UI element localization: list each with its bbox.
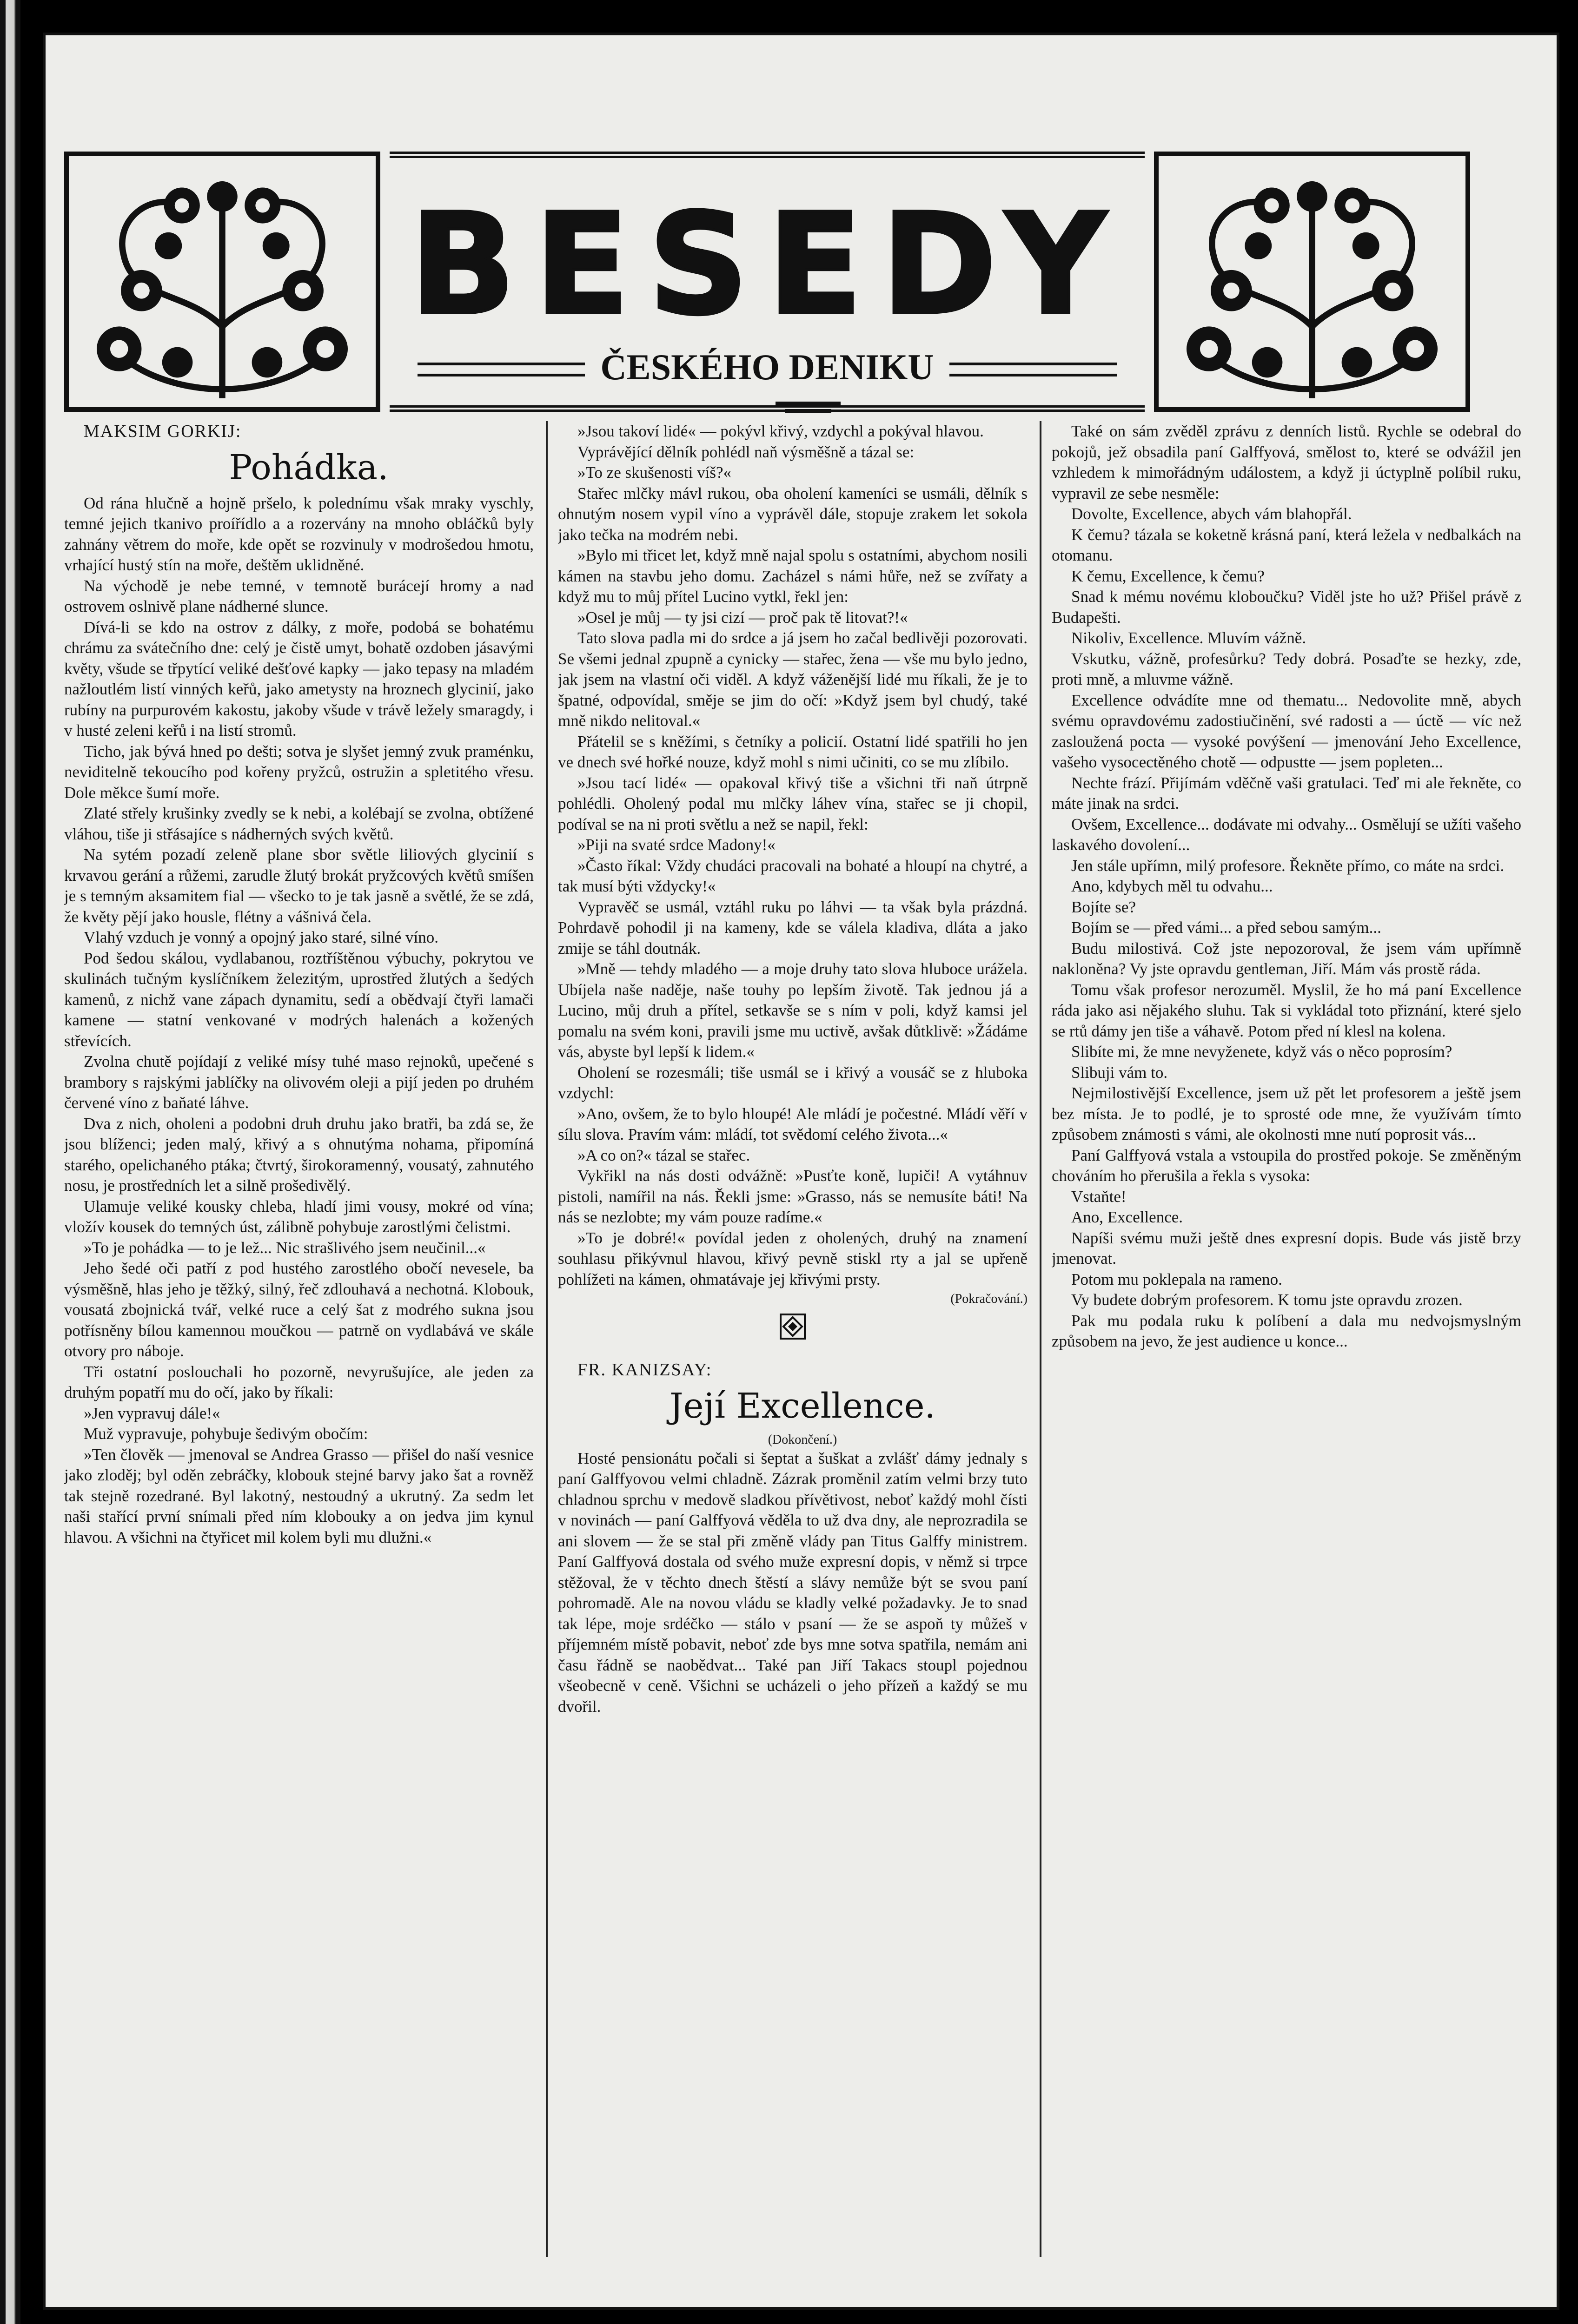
story2-paragraph: Pak mu podala ruku k políbení a dala mu nedvojsmyslným způsobem na jevo, že jest audience u konce... bbox=[1052, 1311, 1521, 1350]
story2-paragraph: Hosté pensionátu počali si šeptat a šuškat a zvlášť dámy jednaly s paní Galffyovou velmi chladně. Zázrak proměnil zatím velmi brzy tuto chladnou sprchu v medově sladkou přívětivost, neboť každý mohl čísti v novinách — paní Galffyová věděla to už dva dny, ale neprozradila se ani slovem — že se stal při změně vlády pan Titus Galffy ministrem. Paní Galffyová dostala od svého muže expresní dopis, v němž si trpce stěžoval, že v těchto dnech štěstí a slávy nemůže být se svou paní pohromadě. Ale na novou vládu se kladly velké požadavky. Je to snad tak lépe, moje srdéčko — stálo v psaní — že se aspoň ty můžeš v příjemném místě pobavit, neboť zde bys mne sotva spatřila, nemám ani času řádně se naobědvat... Také pan Jiří Takacs stoupl pojednou všeobecně v ceně. Všichni se ucházeli o jeho přízeň a každý se mu dvořil. bbox=[558, 1449, 1028, 1716]
subtitle-rule-right bbox=[949, 363, 1117, 376]
story1-paragraph: Ulamuje veliké kousky chleba, hladí jimi vousy, mokré od vína; vložív kousek do temných úst, zálibně pohybuje zarostlými čelistmi. bbox=[64, 1197, 534, 1236]
story2-title: Její Excellence. bbox=[669, 1386, 936, 1426]
story1-paragraph: Na sytém pozadí zeleně plane sbor světle liliových glycinií s krvavou gerání a růžemi, zarudle žlutý brokát pryžcových květů smíšen je s temným aksamitem fial — všecko to je tak jasně a světlé, že se zdá, že květy pějí jako housle, flétny a vášnivá čela. bbox=[64, 845, 534, 926]
publication-title: BESEDY bbox=[409, 184, 1125, 346]
story1-paragraph: Tři ostatní poslouchali ho pozorně, nevyrušujíce, ale jeden za druhým popatří mu do očí, jako by říkali: bbox=[64, 1362, 534, 1401]
story1-paragraph: Zvolna chutě pojídají z veliké mísy tuhé maso rejnoků, upečené s brambory s rajskými jablíčky na olivovém oleji a pijí jeden po druhém červené víno z baňaté láhve. bbox=[64, 1052, 534, 1112]
story1-paragraph: Stařec mlčky mávl rukou, oba oholení kameníci se usmáli, dělník s ohnutým nosem vypil víno a vyprávěl dále, stopuje zrakem let sokola jako tečka na modrém nebi. bbox=[558, 484, 1028, 544]
story2-subnote: (Dokončení.) bbox=[768, 1432, 837, 1447]
story2-paragraph: Potom mu poklepala na rameno. bbox=[1071, 1270, 1282, 1288]
story1-paragraph: »To je pohádka — to je lež... Nic strašlivého jsem neučinil...« bbox=[84, 1238, 486, 1257]
story2-paragraph: Bojíte se? bbox=[1071, 898, 1136, 916]
story1-paragraph: »Často říkal: Vždy chudáci pracovali na bohaté a hloupí na chytré, a tak musí býti vždycky!« bbox=[558, 856, 1028, 895]
column-3 bbox=[1052, 421, 1521, 2257]
story1-paragraph: Přátelil se s kněžími, s četníky a policií. Ostatní lidé spatřili ho jen ve dnech své hořké nouze, když mohl s nimi učiniti, co se mu zlíbilo. bbox=[558, 732, 1028, 771]
story1-paragraph: Dva z nich, oholeni a podobni druh druhu jako bratři, ba zdá se, že jsou blíženci; jeden malý, křivý a s ohnutýma nohama, připomíná starého, opelichaného ptáka; čtvrtý, širokoramenný, vousatý, zahnutého nosu, je prostředních let a silně prošedivělý. bbox=[64, 1114, 534, 1195]
story1-paragraph: Vlahý vzduch je vonný a opojný jako staré, silné víno. bbox=[84, 928, 439, 946]
story1-paragraph: Vypravěč se usmál, vztáhl ruku po láhvi — ta však byla prázdná. Pohrdavě pohodil ji na kameny, kde se válela kladiva, dláta a jako zmije se táhl doutnák. bbox=[558, 898, 1028, 957]
story2-paragraph: Vy budete dobrým profesorem. K tomu jste opravdu zrozen. bbox=[1071, 1291, 1463, 1309]
story1-paragraph: »Bylo mi třicet let, když mně najal spolu s ostatními, abychom nosili kámen na stavbu jeho domu. Zacházel s námi hůře, než se zvířaty a když mu to můj přítel Lucino vytkl, řekl jen: bbox=[558, 546, 1028, 606]
story1-paragraph: Vyprávějící dělník pohlédl naň výsměšně a tázal se: bbox=[577, 442, 915, 461]
column-rule-2 bbox=[1040, 421, 1041, 2257]
story2-paragraph: Nikoliv, Excellence. Mluvím vážně. bbox=[1071, 629, 1306, 647]
story1-paragraph: Jeho šedé oči patří z pod hustého zarostlého obočí nevesele, ba výsměšně, hlas jeho je těžký, silný, řeč zdlouhavá a nechotná. Klobouk, vousatá zbojnická tvář, velké ruce a celý šat z modrého sukna jsou potřísněny bílou kamennou moučkou — patrně on vydlabává ve skále otvory pro náboje. bbox=[64, 1259, 534, 1360]
divider-ornament-icon bbox=[771, 393, 845, 421]
diamond-ornament-icon bbox=[779, 1313, 806, 1340]
story2-paragraph: Jen stále upřímn, milý profesore. Řekněte přímo, co máte na srdci. bbox=[1071, 856, 1505, 875]
story1-paragraph: Oholení se rozesmáli; tiše usmál se i křivý a vousáč se z hluboka vzdychl: bbox=[558, 1063, 1028, 1102]
story1-paragraph: »Jsou takoví lidé« — pokývl křivý, vzdychl a pokýval hlavou. bbox=[577, 422, 984, 440]
story1-paragraph: Dívá-li se kdo na ostrov z dálky, z moře, podobá se bohatému chrámu za svátečního dne: celý je čistě umyt, bohatě ozdoben jásavými květy, všude se třpytící veliké dešťové kapky — jako tepasy na mladém nažloutlém listí vinných keřů, jako ametysty na hroznech glycinií, jako rubíny na purpurovém kakostu, jakoby všude v trávě ležely smaragdy, i v husté zeleni keřů i na listí stromů. bbox=[64, 618, 534, 739]
story1-paragraph: »To je dobré!« povídal jeden z oholených, druhý na znamení souhlasu přikývnul hlavou, křivý pevně stiskl rty a jal se upřeně pohlížeti na kámen, ohmatávaje jej křivými prsty. bbox=[558, 1228, 1028, 1288]
story1-paragraph: Vykřikl na nás dosti odvážně: »Pusťte koně, lupiči! A vytáhnuv pistoli, namířil na nás. Řekli jsme: »Grasso, nás se nemusíte báti! Na nás se nezlobte; my vám pouze radíme.« bbox=[558, 1167, 1028, 1226]
story2-author: FR. KANIZSAY: bbox=[577, 1360, 712, 1380]
story2-paragraph: Slibuji vám to. bbox=[1071, 1063, 1168, 1082]
subtitle-rule-left bbox=[418, 363, 585, 376]
story1-paragraph: »Ten člověk — jmenoval se Andrea Grasso — přišel do naší vesnice jako zloděj; byl oděn zebráčky, klobouk stejné barvy jako šat a rovněž tak stejně rozedrané. Byl lakotný, nestoudný a ukrutný. Za sedm let naši stařící první snímali před ním klobouky a on jedva jim kynul hlavou. A všichni na čtyřicet mil kolem byli mu dlužni.« bbox=[64, 1445, 534, 1546]
story1-paragraph: Od rána hlučně a hojně pršelo, k polednímu však mraky vyschly, temné jejich tkanivo proířídlo a a rozervány na mnoho obláčků byly zahnány větrem do moře, kde opět se rozvinuly v modrošedou hmotu, vrhající hustý stín na moře, deštěm uklidněné. bbox=[64, 494, 534, 574]
column-2 bbox=[558, 421, 1028, 2257]
story2-paragraph: Ovšem, Excellence... dodávate mi odvahy... Osmělují se užíti vašeho laskavého dovolení... bbox=[1052, 815, 1521, 854]
story2-paragraph: Také on sám zvěděl zprávu z denních listů. Rychle se odebral do pokojů, jež obsadila paní Galffyová, smělost to, které se odvážil jen vzhledem k mimořádným událostem, a když ji úctyplně políbil ruku, vypravil ze sebe nesměle: bbox=[1052, 422, 1521, 502]
story1-paragraph: »Jsou tací lidé« — opakoval křivý tiše a všichni tři naň útrpně pohlédli. Oholený podal mu mlčky láhev vína, stařec se ji chopil, podíval se na ni proti světlu a než se napil, řekl: bbox=[558, 773, 1028, 833]
story1-paragraph: Tato slova padla mi do srdce a já jsem ho začal bedlivěji pozorovati. Se všemi jednal zpupně a cynicky — stařec, žena — vše mu bylo jedno, jak jsem na vlastní oči viděl. A když váženější lidé mu říkali, že je to špatné, odpovídal, směje se jim do očí: »Když jsem byl chudý, také mně nikdo nelitoval.« bbox=[558, 629, 1028, 730]
story2-paragraph: Ano, kdybych měl tu odvahu... bbox=[1071, 877, 1273, 895]
story1-paragraph: »A co on?« tázal se stařec. bbox=[577, 1146, 750, 1164]
story1-paragraph: »Jen vypravuj dále!« bbox=[84, 1404, 220, 1422]
story2-paragraph: Slibíte mi, že mne nevyženete, když vás o něco poprosím? bbox=[1071, 1043, 1452, 1061]
masthead-title-box bbox=[390, 152, 1145, 412]
article-columns bbox=[64, 421, 1533, 2257]
story1-paragraph: »Osel je můj — ty jsi cizí — proč pak tě litovat?!« bbox=[577, 608, 908, 627]
publication-subtitle: ČESKÉHO DENIKU bbox=[600, 347, 934, 387]
story2-paragraph: Nechte frází. Přijímám vděčně vaši gratulaci. Teď mi ale řekněte, co máte jinak na srdci. bbox=[1052, 773, 1521, 812]
subtitle-row bbox=[418, 344, 1117, 386]
masthead-divider-ornament bbox=[771, 393, 845, 421]
story2-paragraph: Paní Galffyová vstala a vstoupila do prostřed pokoje. Se změněným chováním ho přerušila a řekla s vysoka: bbox=[1052, 1146, 1521, 1185]
story1-title: Pohádka. bbox=[229, 447, 389, 488]
story1-paragraph: »Mně — tehdy mladého — a moje druhy tato slova hluboce urážela. Ubíjela naše naděje, naše touhy po lepším životě. Tak jednou já a Lucino, můj druh a přítel, setkavše se s ním v poli, když kamsi jel pomalu na svém koni, pravili jsme mu uctivě, avšak důtklivě: »Žádáme vás, abyste byl lepší k lidem.« bbox=[558, 960, 1028, 1061]
adjacent-page-edge bbox=[0, 0, 20, 2324]
story1-author: MAKSIM GORKIJ: bbox=[84, 422, 242, 441]
story1-paragraph: Muž vypravuje, pohybuje šedivým obočím: bbox=[84, 1425, 368, 1443]
story1-paragraph: »Piji na svaté srdce Madony!« bbox=[577, 836, 776, 854]
story2-paragraph: Budu milostivá. Což jste nepozoroval, že jsem vám upřímně nakloněna? Vy jste opravdu gentleman, Jiří. Mám vás prostě ráda. bbox=[1052, 939, 1521, 978]
masthead-ornament-right bbox=[1154, 152, 1470, 412]
story2-paragraph: Snad k mému novému kloboučku? Viděl jste ho už? Přišel právě z Budapešti. bbox=[1052, 588, 1521, 627]
story2-paragraph: Bojím se — před vámi... a před sebou samým... bbox=[1071, 918, 1381, 937]
story2-paragraph: Excellence odvádíte mne od thematu... Nedovolite mně, abych svému opravdovému zadostiučinění, své radosti a — úctě — víc než zasloužená pocta — vysoké povýšení — jmenování Jeho Excellence, vašeho vysocectěného chotě — odpustte — jsem popleten... bbox=[1052, 691, 1521, 771]
story2-paragraph: Napíši svému muži ještě dnes expresní dopis. Bude vás jistě brzy jmenovat. bbox=[1052, 1228, 1521, 1268]
story1-continued-note: (Pokračování.) bbox=[950, 1292, 1028, 1306]
story2-paragraph: Vstaňte! bbox=[1071, 1187, 1127, 1206]
masthead bbox=[64, 152, 1470, 412]
story2-paragraph: K čemu? tázala se koketně krásná paní, která ležela v nedbalkách na otomanu. bbox=[1052, 525, 1521, 564]
story-separator bbox=[558, 1313, 1028, 1341]
newspaper-page bbox=[43, 33, 1559, 2310]
floral-ornament-icon bbox=[1159, 156, 1465, 407]
story2-paragraph: Ano, Excellence. bbox=[1071, 1208, 1183, 1226]
floral-ornament-icon bbox=[69, 156, 376, 407]
story1-paragraph: Ticho, jak bývá hned po dešti; sotva je slyšet jemný zvuk praménku, neviditelně tekoucího pod kořeny pryžců, ostružin a spletitého vřesu. Dole měkce šumí moře. bbox=[64, 742, 534, 802]
column-rule-1 bbox=[546, 421, 548, 2257]
column-1 bbox=[64, 421, 534, 2257]
story1-paragraph: Na východě je nebe temné, v temnotě burácejí hromy a nad ostrovem oslnivě plane nádherné slunce. bbox=[64, 576, 534, 615]
story2-paragraph: Vskutku, vážně, profesůrku? Tedy dobrá. Posaďte se hezky, zde, proti mně, a mluvme vážně. bbox=[1052, 649, 1521, 688]
story1-paragraph: »Ano, ovšem, že to bylo hloupé! Ale mládí je počestné. Mládí věří v sílu slova. Pravím vám: mládí, tot svědomí celého života...« bbox=[558, 1104, 1028, 1143]
story1-paragraph: Pod šedou skálou, vydlabanou, roztříštěnou výbuchy, pokrytou ve skulinách tučným kyslíčníkem železitým, uprostřed žlutých a šedých kamenů, z nichž vane zápach dynamitu, sedí a obědvají čtyři lamači kamene — statní venkované v modrých halenách a kožených střevících. bbox=[64, 949, 534, 1050]
story1-paragraph: Zlaté střely krušinky zvedly se k nebi, a kolébají se zvolna, obtížené vláhou, tiše ji střásajíce s nádherných svých květů. bbox=[64, 804, 534, 843]
story2-paragraph: K čemu, Excellence, k čemu? bbox=[1071, 567, 1265, 585]
story1-paragraph: »To ze skušenosti víš?« bbox=[577, 463, 731, 482]
story2-paragraph: Tomu však profesor nerozuměl. Myslil, že ho má paní Excellence ráda jako asi nějakého sluhu. Tak si vykládal toto přiznání, které sjelo se rtů dámy jen tiše a váhavě. Potom před ní klesl na kolena. bbox=[1052, 980, 1521, 1040]
story2-paragraph: Nejmilostivější Excellence, jsem už pět let profesorem a ještě jsem bez místa. Je to podlé, je to sprosté ode mne, že využívám tímto způsobem známosti s vámi, ale okolnosti mne nutí poprosit vás... bbox=[1052, 1084, 1521, 1143]
story2-paragraph: Dovolte, Excellence, abych vám blahopřál. bbox=[1071, 505, 1352, 523]
masthead-ornament-left bbox=[64, 152, 380, 412]
